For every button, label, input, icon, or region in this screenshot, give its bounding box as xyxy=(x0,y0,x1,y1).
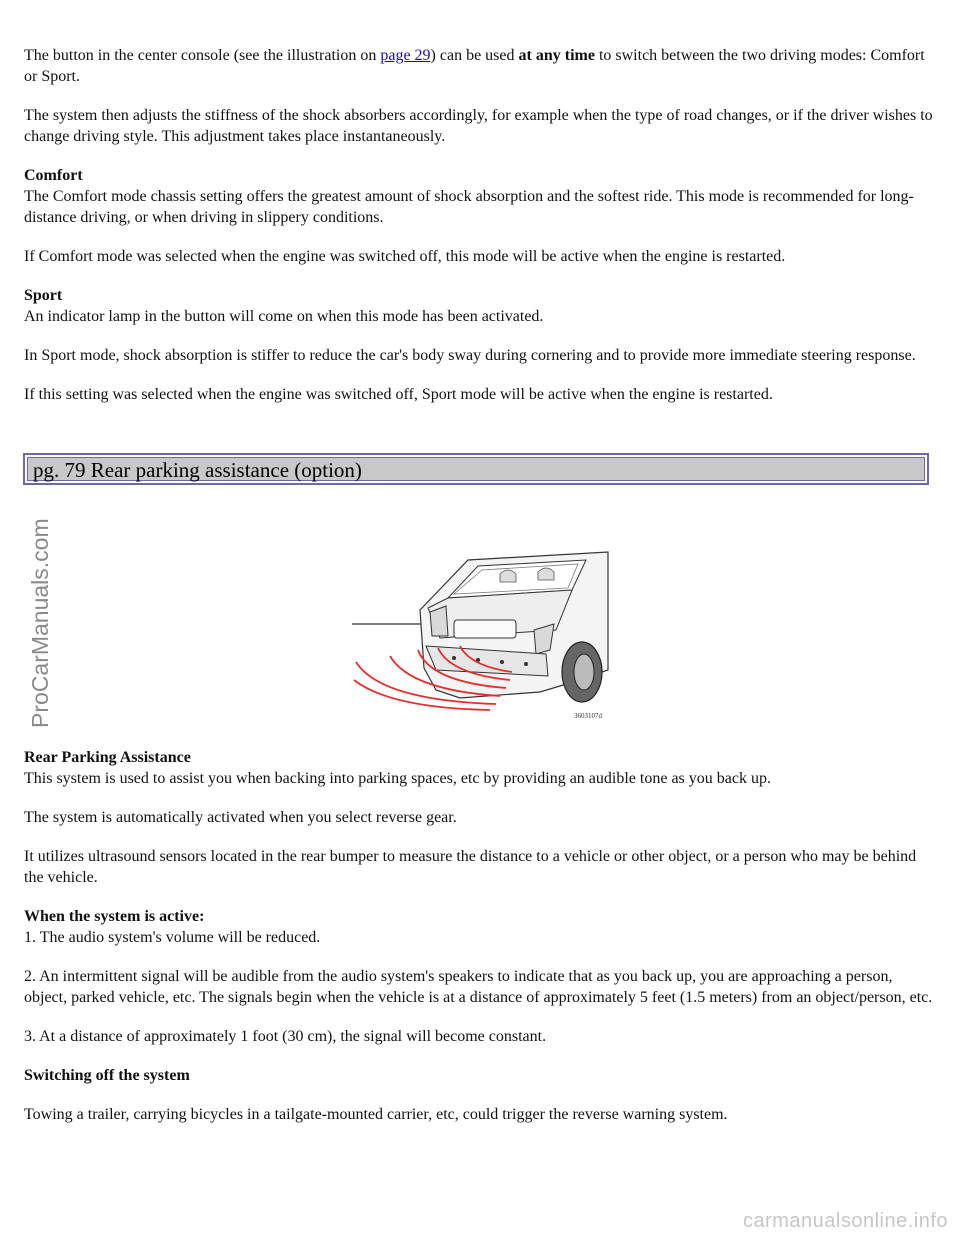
intro-text-end: to switch between the two driving modes: Comfort or Sport. xyxy=(24,47,925,85)
sensors-paragraph: It utilizes ultrasound sensors located in the rear bumper to measure the distance to a vehicle or other object, or a person who may be behind the vehicle. xyxy=(24,848,917,886)
active-item-3: 3. At a distance of approximately 1 foot (30 cm), the signal will become constant. xyxy=(24,1028,547,1045)
page-29-link[interactable]: page 29 xyxy=(380,47,431,64)
comfort-block xyxy=(24,165,936,228)
intro-paragraph xyxy=(24,45,936,87)
figure-code: 3603107d xyxy=(574,712,602,720)
intro-text-middle: ) can be used xyxy=(430,47,519,64)
intro-bold-text: at any time xyxy=(518,47,595,64)
lower-text xyxy=(24,747,936,1143)
sport-heading: Sport xyxy=(24,287,63,304)
rear-parking-illustration xyxy=(350,550,612,722)
section-title: pg. 79 Rear parking assistance (option) xyxy=(33,458,362,482)
comfort-restart-paragraph: If Comfort mode was selected when the engine was switched off, this mode will be active when the engine is restarted. xyxy=(24,248,786,265)
sport-text: An indicator lamp in the button will come on when this mode has been activated. xyxy=(24,308,544,325)
active-heading: When the system is active: xyxy=(24,908,205,925)
rear-parking-heading: Rear Parking Assistance xyxy=(24,749,191,766)
active-item-2: 2. An intermittent signal will be audible from the audio system's speakers to indicate that as you back up, you are approaching a person, object, parked vehicle, etc. The signals begin when the vehicle is at a distance of approximately 5 feet (1.5 meters) from an object/person, etc. xyxy=(24,968,933,1006)
footer-watermark: carmanualsonline.info xyxy=(742,1210,948,1232)
section-header xyxy=(23,453,929,485)
switching-heading: Switching off the system xyxy=(24,1067,190,1084)
active-item-1: 1. The audio system's volume will be reduced. xyxy=(24,929,321,946)
activation-paragraph: The system is automatically activated when you select reverse gear. xyxy=(24,809,457,826)
sport-restart-paragraph: If this setting was selected when the engine was switched off, Sport mode will be active when the engine is restarted. xyxy=(24,386,773,403)
rear-parking-text: This system is used to assist you when backing into parking spaces, etc by providing an audible tone as you back up. xyxy=(24,770,771,787)
sport-stiffness-paragraph: In Sport mode, shock absorption is stiffer to reduce the car's body sway during cornering and to provide more immediate steering response. xyxy=(24,347,916,364)
comfort-text: The Comfort mode chassis setting offers the greatest amount of shock absorption and the softest ride. This mode is recommended for long-distance driving, or when driving in slippery conditions. xyxy=(24,188,914,226)
active-block xyxy=(24,906,936,948)
sport-block xyxy=(24,285,936,327)
switching-text: Towing a trailer, carrying bicycles in a tailgate-mounted carrier, etc, could trigger the reverse warning system. xyxy=(24,1106,728,1123)
side-watermark: ProCarManuals.com xyxy=(27,518,53,728)
rear-parking-block xyxy=(24,747,936,789)
comfort-heading: Comfort xyxy=(24,167,83,184)
adjust-paragraph: The system then adjusts the stiffness of the shock absorbers accordingly, for example when the type of road changes, or if the driver wishes to change driving style. This adjustment takes place instantaneously. xyxy=(24,107,933,145)
upper-text xyxy=(24,45,936,423)
intro-text-start: The button in the center console (see the illustration on xyxy=(24,47,381,64)
switching-heading-paragraph xyxy=(24,1065,936,1086)
